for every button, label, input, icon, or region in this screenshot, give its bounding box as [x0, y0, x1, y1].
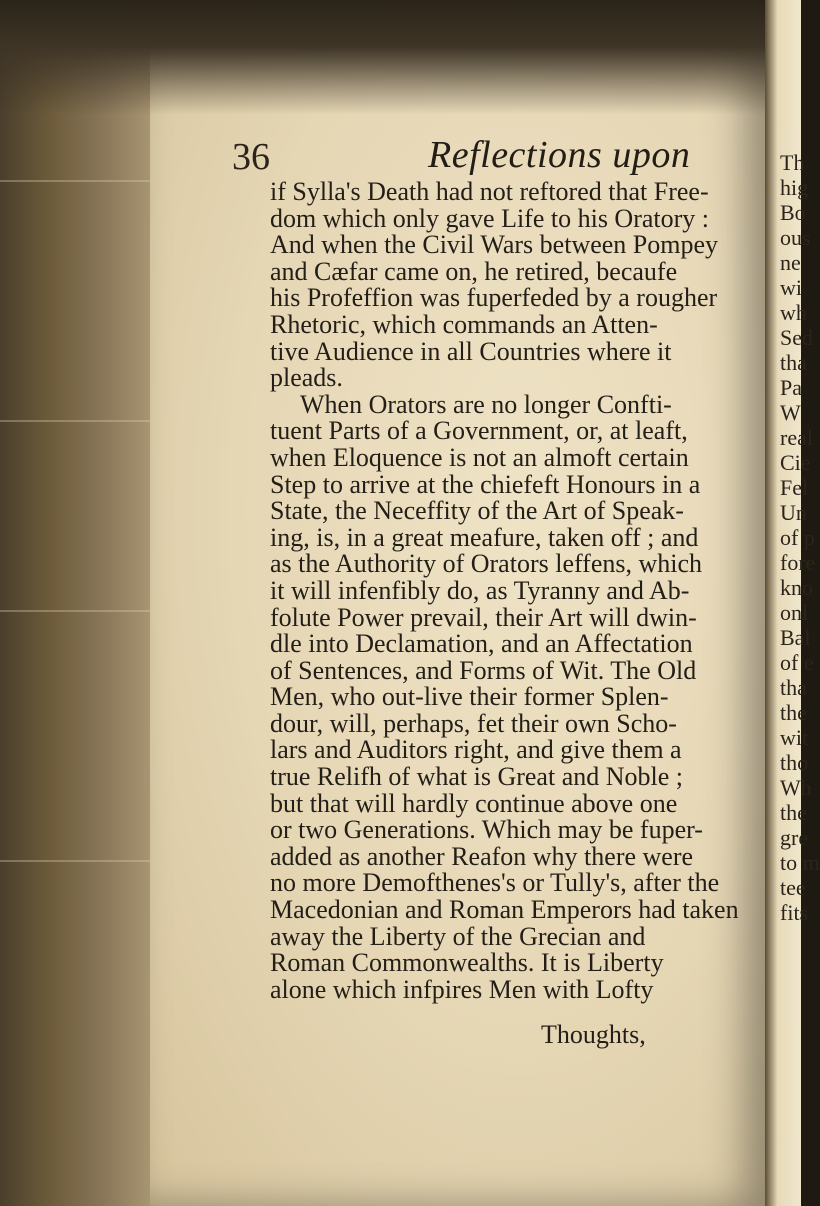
text-line: but that will hardly continue above one [270, 788, 678, 818]
facing-page-fragment: wh [780, 300, 807, 325]
text-line: When Orators are no longer Confti- [300, 389, 672, 419]
text-line: dom which only gave Life to his Oratory : [270, 203, 710, 233]
facing-page-fragment: Un [780, 500, 807, 525]
facing-page-fragment: fore [780, 550, 816, 575]
facing-page-fragment: Th [780, 150, 805, 175]
facing-page-fragment: gre [780, 825, 809, 850]
body-text [270, 177, 739, 1004]
text-line: pleads. [270, 363, 343, 393]
facing-page-fragment: ne [780, 250, 801, 275]
facing-page-fragment: the [780, 700, 807, 725]
text-line: if Sylla's Death had not reftored that Free- [270, 177, 709, 206]
text-line: and Cæfar came on, he retired, becaufe [270, 256, 678, 286]
page-top-shadow [0, 0, 801, 115]
running-head: Reflections upon [428, 134, 691, 176]
text-line: when Eloquence is not an almoft certain [270, 442, 689, 472]
facing-page-text [780, 150, 820, 925]
facing-page-fragment: of e [780, 650, 814, 675]
facing-page-fragment: hig [780, 175, 809, 200]
text-line: folute Power prevail, their Art will dwin- [270, 602, 697, 632]
text-line: ing, is, in a great meafure, taken off ; and [270, 522, 699, 552]
text-line: lars and Auditors right, and give them a [270, 735, 682, 765]
catchword: Thoughts, [541, 1020, 646, 1049]
facing-page-fragment: kno [780, 575, 813, 600]
text-line: tive Audience in all Countries where it [270, 336, 672, 366]
text-line: Roman Commonwealths. It is Liberty [270, 948, 664, 978]
facing-page-fragment: Bo [780, 200, 806, 225]
facing-page-fragment: real [780, 425, 813, 450]
text-line: State, the Neceffity of the Art of Speak- [270, 496, 684, 526]
facing-page-fragment: W [780, 400, 801, 425]
facing-page-fragment: the [780, 800, 807, 825]
text-line: of Sentences, and Forms of Wit. The Old [270, 655, 697, 685]
text-line: his Profeffion was fuperfeded by a rougher [270, 283, 718, 313]
facing-page-fragment: tho [780, 750, 809, 775]
facing-page-fragment: Cie [780, 450, 811, 475]
facing-page-fragment: wit [780, 725, 809, 750]
text-line: it will infenfibly do, as Tyranny and Ab- [270, 575, 690, 605]
text-line: dle into Declamation, and an Affectation [270, 629, 693, 659]
text-line: dour, will, perhaps, fet their own Scho- [270, 708, 677, 738]
facing-page-fragment: tha [780, 675, 807, 700]
text-line: Men, who out-live their former Splen- [270, 682, 669, 712]
text-line: Rhetoric, which commands an Atten- [270, 309, 658, 339]
text-line: tuent Parts of a Government, or, at leaft, [270, 416, 688, 446]
text-line: added as another Reafon why there were [270, 841, 694, 871]
text-line: as the Authority of Orators leffens, which [270, 549, 703, 579]
text-line: Step to arrive at the chiefeft Honours in a [270, 469, 701, 499]
facing-page-fragment: tee [780, 875, 806, 900]
facing-page-fragment: Bal [780, 625, 811, 650]
facing-page-fragment: Wh [780, 775, 812, 800]
facing-page-fragment: onl [780, 600, 809, 625]
facing-page-fragment: tha [780, 350, 807, 375]
text-line: or two Generations. Which may be fuper- [270, 815, 703, 845]
facing-page-fragment: Sed [780, 325, 813, 350]
text-line: no more Demofthenes's or Tully's, after the [270, 868, 720, 898]
facing-page-fragment: to m [780, 850, 820, 875]
facing-page-fragment: wi [780, 275, 802, 300]
text-line: And when the Civil Wars between Pompey [270, 230, 719, 260]
text-line: Macedonian and Roman Emperors had taken [270, 895, 739, 925]
text-line: true Relifh of what is Great and Noble ; [270, 762, 683, 792]
facing-page-fragment: Fel [780, 475, 809, 500]
facing-page-fragment: Pa [780, 375, 802, 400]
text-line: alone which infpires Men with Lofty [270, 974, 654, 1004]
text-line: away the Liberty of the Grecian and [270, 921, 646, 951]
facing-page-fragment: of p [780, 525, 815, 550]
facing-page-fragment: ous [780, 225, 811, 250]
facing-page-fragment: fits [780, 900, 809, 925]
page-number: 36 [232, 136, 270, 178]
